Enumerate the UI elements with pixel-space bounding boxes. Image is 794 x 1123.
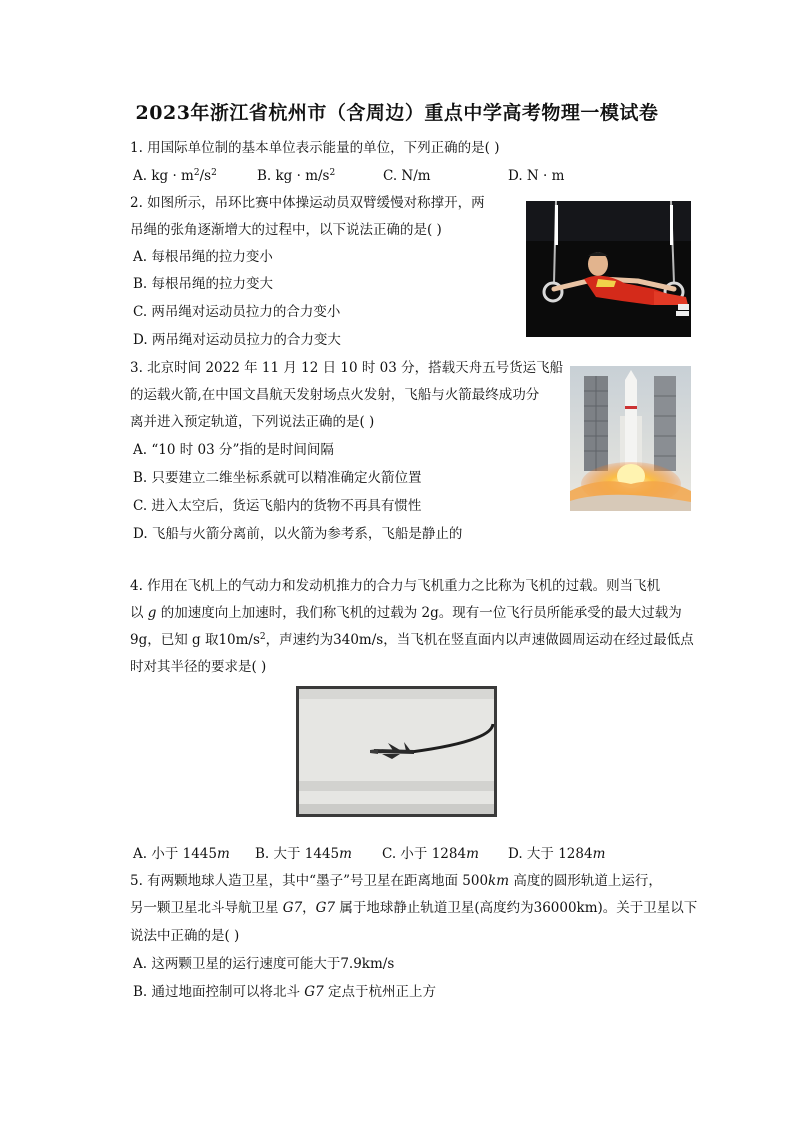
q2-option-c: C. 两吊绳对运动员拉力的合力变小 (133, 304, 341, 320)
aircraft-loop-photo (296, 686, 497, 817)
q4-option-c: C. 小于 1284m (382, 846, 479, 862)
q5-stem-line-3: 说法中正确的是( ) (130, 928, 240, 944)
q1-option-c: C. N/m (383, 168, 431, 184)
q4-option-a: A. 小于 1445m (133, 846, 230, 862)
q3-option-a: A. “10 时 03 分”指的是时间间隔 (133, 442, 334, 458)
q2-option-b: B. 每根吊绳的拉力变大 (133, 276, 274, 292)
q4-option-b: B. 大于 1445m (255, 846, 352, 862)
q5-option-a: A. 这两颗卫星的运行速度可能大于7.9km/s (133, 956, 395, 972)
page-title: 2023年浙江省杭州市（含周边）重点中学高考物理一模试卷 (135, 102, 659, 124)
q4-stem-line-4: 时对其半径的要求是( ) (130, 659, 267, 675)
q3-option-d: D. 飞船与火箭分离前，以火箭为参考系，飞船是静止的 (133, 526, 463, 542)
q5-stem-line-1: 5. 有两颗地球人造卫星，其中“墨子”号卫星在距离地面 500km 高度的圆形轨道上运行， (130, 873, 662, 889)
q4-option-d: D. 大于 1284m (508, 846, 606, 862)
q3-stem-line-3: 离并进入预定轨道，下列说法正确的是( ) (130, 414, 375, 430)
q5-stem-line-2: 另一颗卫星北斗导航卫星 G7，G7 属于地球静止轨道卫星(高度约为36000km)。关于卫星以下 (130, 900, 698, 916)
q1-stem: 1. 用国际单位制的基本单位表示能量的单位，下列正确的是( ) (130, 140, 500, 156)
q4-stem-line-3: 9g，已知 g 取$10m/s^2$，声速约为340m/s，当飞机在竖直面内以声速做圆周运动在经过最低点 (130, 632, 694, 648)
q3-stem-line-1: 3. 北京时间 2022 年 11 月 12 日 10 时 03 分，搭载天舟五号货运飞船 (130, 360, 564, 376)
q1-option-b: B. kg · $m/s^2$ (257, 168, 336, 184)
q3-option-b: B. 只要建立二维坐标系就可以精准确定火箭位置 (133, 470, 422, 486)
q2-option-d: D. 两吊绳对运动员拉力的合力变大 (133, 332, 341, 348)
q2-stem-line-2: 吊绳的张角逐渐增大的过程中，以下说法正确的是( ) (130, 222, 442, 238)
q3-option-c: C. 进入太空后，货运飞船内的货物不再具有惯性 (133, 498, 422, 514)
q3-stem-line-2: 的运载火箭,在中国文昌航天发射场点火发射，飞船与火箭最终成功分 (130, 387, 540, 403)
rocket-launch-photo (570, 366, 691, 511)
gymnast-rings-photo (526, 201, 691, 337)
q1-option-d: D. N · m (508, 168, 565, 184)
q2-stem-line-1: 2. 如图所示，吊环比赛中体操运动员双臂缓慢对称撑开，两 (130, 195, 485, 211)
q1-option-a: A. kg · $m^2/s^2$ (133, 168, 217, 184)
q4-stem-line-2: 以 g 的加速度向上加速时，我们称飞机的过载为 2g。现有一位飞行员所能承受的最大过载为 (130, 605, 682, 621)
q4-stem-line-1: 4. 作用在飞机上的气动力和发动机推力的合力与飞机重力之比称为飞机的过载。则当飞机 (130, 578, 661, 594)
q5-option-b: B. 通过地面控制可以将北斗 G7 定点于杭州正上方 (133, 984, 436, 1000)
q2-option-a: A. 每根吊绳的拉力变小 (133, 249, 273, 265)
